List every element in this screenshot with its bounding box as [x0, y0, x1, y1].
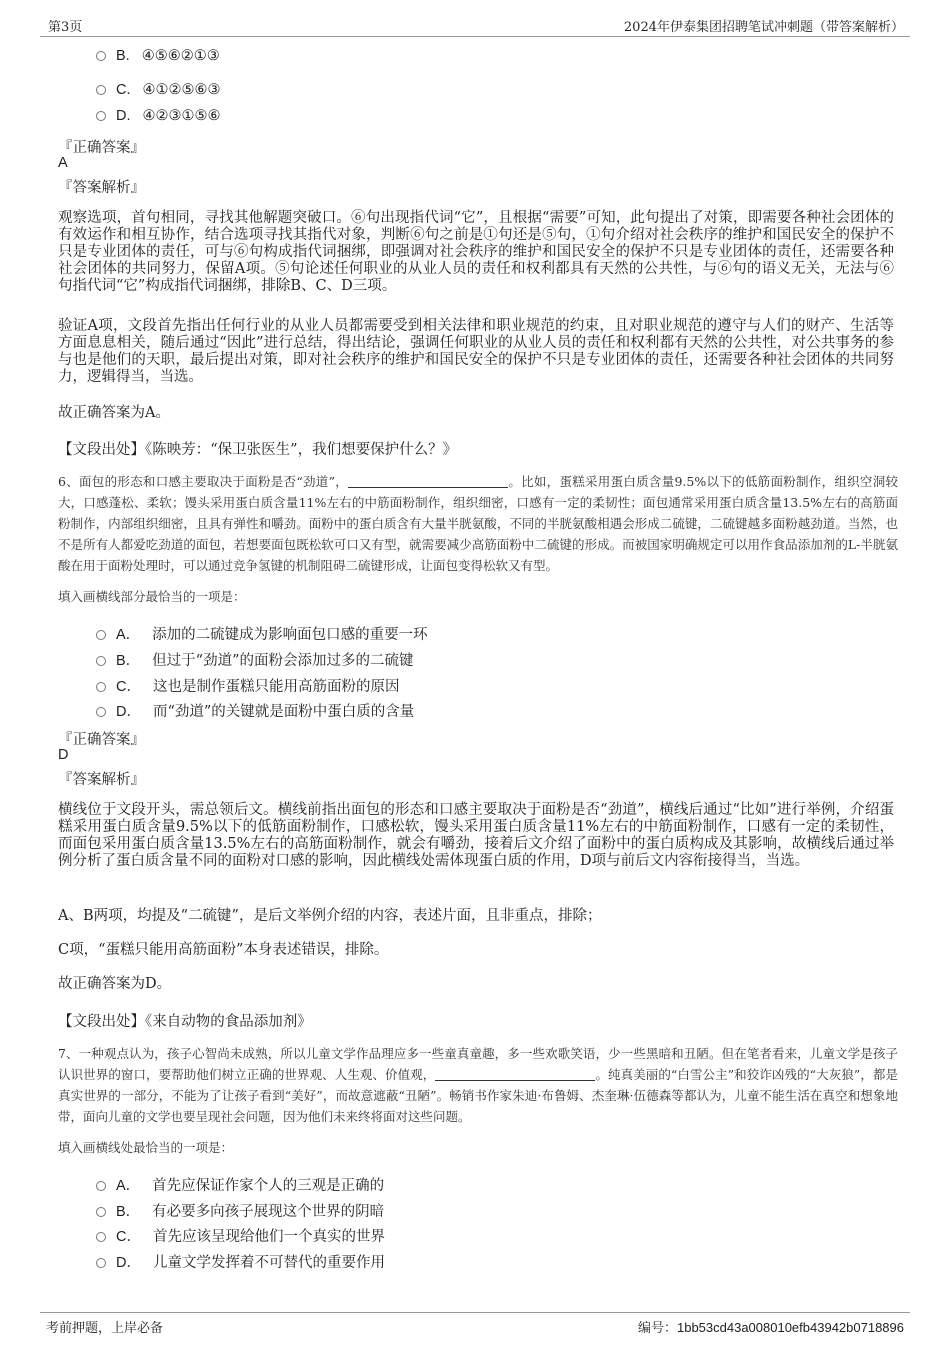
- q6-option-c[interactable]: C． 这也是制作蛋糕只能用高筋面粉的原因: [96, 675, 399, 696]
- page-number: 第3页: [48, 20, 83, 35]
- q5-answer: A: [58, 155, 68, 171]
- q6-analysis-paragraph: C项，“蛋糕只能用高筋面粉”本身表述错误，排除。: [58, 942, 389, 958]
- radio-icon[interactable]: [96, 707, 106, 717]
- q5-option-b[interactable]: B. ④⑤⑥②①③: [96, 48, 220, 64]
- q6-analysis-paragraph: A、B两项，均提及“二硫键”，是后文举例介绍的内容，表述片面，且非重点，排除；: [58, 908, 602, 924]
- radio-icon[interactable]: [96, 1258, 106, 1268]
- radio-icon[interactable]: [96, 111, 106, 121]
- q7-option-c[interactable]: C． 首先应该呈现给他们一个真实的世界: [96, 1225, 385, 1246]
- radio-icon[interactable]: [96, 630, 106, 640]
- page-footer: [40, 1312, 910, 1337]
- q6-option-a[interactable]: A． 添加的二硫键成为影响面包口感的重要一环: [96, 623, 428, 644]
- fill-blank: [348, 475, 508, 488]
- q6-conclusion: 故正确答案为D。: [58, 976, 172, 992]
- q6-prompt: 填入画横线部分最恰当的一项是：: [58, 589, 246, 604]
- radio-icon[interactable]: [96, 51, 106, 61]
- radio-icon[interactable]: [96, 1207, 106, 1217]
- footer-slogan: 考前押题，上岸必备: [46, 1321, 164, 1336]
- q6-source: 【文段出处】《来自动物的食品添加剂》: [58, 1014, 312, 1030]
- q6-stem: 6、面包的形态和口感主要取决于面粉是否“劲道”， 。比如，蛋糕采用蛋白质含量9.5%以下的低筋面粉制作，组织空洞较大，口感蓬松、柔软；馒头采用蛋白质含量11%左右的中筋面粉制作，组织细密，口感有一定的柔韧性；面包通常采用蛋白质含量13.5%左右的高筋面粉制作，内部组织细密，且具有弹性和嚼劲。面粉中的蛋白质含有大量半胱氨酸，不同的半胱氨酸相遇会形成二硫键，二硫键越多面粉越劲道。当然，也不是所有人都爱吃劲道的面包，若想要面包既松软可口又有型，就需要减少高筋面粉中二硫键的形成。而被国家明确规定可以用作食品添加剂的L-半胱氨酸在用于面粉处理时，可以通过竞争氢键的机制阻碍二硫键形成，让面包变得松软又有型。: [58, 474, 898, 573]
- q7-option-b[interactable]: B． 有必要多向孩子展现这个世界的阴暗: [96, 1200, 384, 1221]
- q5-answer-label: 『正确答案』: [58, 140, 145, 156]
- document-id: 编号：1bb53cd43a008010efb43942b0718896: [637, 1320, 904, 1335]
- radio-icon[interactable]: [96, 1181, 106, 1191]
- q5-conclusion: 故正确答案为A。: [58, 405, 170, 421]
- q6-analysis-label: 『答案解析』: [58, 772, 145, 788]
- q5-analysis-paragraph: 验证A项，文段首先指出任何行业的从业人员都需要受到相关法律和职业规范的约束，且对职业规范的遵守与人们的财产、生活等方面息息相关，随后通过“因此”进行总结，得出结论，强调任何职业的从业人员的责任和权利都有天然的公共性，对公共事务的参与也是他们的天职，最后提出对策，即对社会秩序的维护和国民安全的保护不只是专业团体的责任，还需要各种社会团体的共同努力，逻辑得当，当选。: [58, 318, 894, 385]
- radio-icon[interactable]: [96, 85, 106, 95]
- q6-option-b[interactable]: B． 但过于“劲道”的面粉会添加过多的二硫键: [96, 649, 414, 670]
- q7-prompt: 填入画横线处最恰当的一项是：: [58, 1140, 234, 1155]
- page-header: [40, 14, 910, 37]
- radio-icon[interactable]: [96, 656, 106, 666]
- q6-answer: D: [58, 747, 69, 763]
- q7-option-a[interactable]: A． 首先应保证作家个人的三观是正确的: [96, 1174, 384, 1195]
- q6-option-d[interactable]: D． 而“劲道”的关键就是面粉中蛋白质的含量: [96, 700, 414, 721]
- q5-option-d[interactable]: D. ④②③①⑤⑥: [96, 108, 221, 124]
- q5-option-c[interactable]: C. ④①②⑤⑥③: [96, 82, 221, 98]
- q6-analysis-paragraph: 横线位于文段开头，需总领后文。横线前指出面包的形态和口感主要取决于面粉是否“劲道”，横线后通过“比如”进行举例，介绍蛋糕采用蛋白质含量9.5%以下的低筋面粉制作，口感松软，馒头采用蛋白质含量11%左右的中筋面粉制作，口感有一定的柔韧性，而面包采用蛋白质含量13.5%左右的高筋面粉制作，就会有嚼劲，接着后文介绍了面粉中的蛋白质构成及其影响，故横线后通过举例分析了蛋白质含量不同的面粉对口感的影响，因此横线处需体现蛋白质的作用，D项与前后文内容衔接得当，当选。: [58, 802, 894, 869]
- fill-blank: [435, 1068, 595, 1081]
- document-title: 2024年伊泰集团招聘笔试冲刺题（带答案解析）: [623, 20, 904, 35]
- q5-analysis-label: 『答案解析』: [58, 180, 145, 196]
- q5-analysis-paragraph: 观察选项，首句相同，寻找其他解题突破口。⑥句出现指代词“它”，且根据“需要”可知，此句提出了对策，即需要各种社会团体的有效运作和相互协作，结合选项寻找其指代对象，判断⑥句之前是①句还是⑤句，①句介绍对社会秩序的维护和国民安全的保护不只是专业团体的责任，可与⑥句构成指代词捆绑，即强调对社会秩序的维护和国民安全的保护不只是专业团体的责任，还需要各种社会团体的共同努力，保留A项。⑤句论述任何职业的从业人员的责任和权利都具有天然的公共性，与⑥句的语义无关，无法与⑥句指代词“它”构成指代词捆绑，排除B、C、D三项。: [58, 210, 894, 294]
- q5-source: 【文段出处】《陈映芳：“保卫张医生”，我们想要保护什么？》: [58, 442, 458, 458]
- q7-stem: 7、一种观点认为，孩子心智尚未成熟，所以儿童文学作品理应多一些童真童趣，多一些欢歌笑语，少一些黑暗和丑陋。但在笔者看来，儿童文学是孩子认识世界的窗口，要帮助他们树立正确的世界观、人生观、价值观， 。纯真美丽的“白雪公主”和狡诈凶残的“大灰狼”，都是真实世界的一部分，不能为了让孩子看到“美好”，而故意遮蔽“丑陋”。畅销书作家朱迪·布鲁姆、杰奎琳·伍德森等都认为，儿童不能生活在真空和想象地带，面向儿童的文学也要呈现社会问题，因为他们未来终将面对这些问题。: [58, 1046, 898, 1124]
- radio-icon[interactable]: [96, 1232, 106, 1242]
- q7-option-d[interactable]: D． 儿童文学发挥着不可替代的重要作用: [96, 1251, 385, 1272]
- radio-icon[interactable]: [96, 682, 106, 692]
- q6-answer-label: 『正确答案』: [58, 732, 145, 748]
